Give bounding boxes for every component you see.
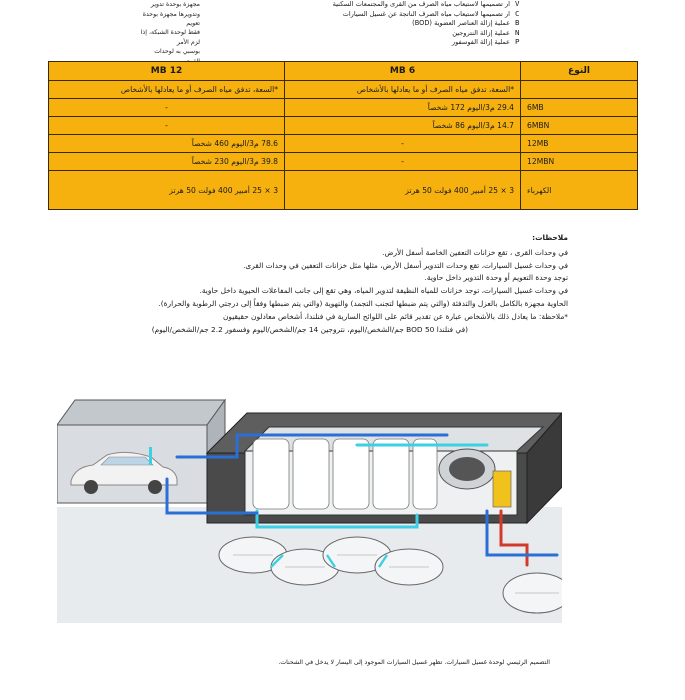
header-legend [0, 0, 685, 58]
table-row [49, 153, 638, 171]
legend-right-line: ار تصميمها لاستيعاب مياه الصرف الناتجة عن غسيل السيارات [342, 9, 510, 18]
legend-letter: B [515, 18, 520, 28]
table-row-power [49, 171, 638, 210]
legend-right-line: عملية إزالة النتروجين [452, 28, 510, 37]
legend-right [330, 0, 510, 48]
subhead-mb6: *السعة، تدفق مياه الصرف أو ما يعادلها بالأشخاص [285, 81, 521, 99]
legend-right-line: ار تصميمها لاستيعاب مياه الصرف من القرى والمجتمعات السكنية [332, 0, 510, 8]
legend-letters [515, 0, 525, 47]
notes-title: ملاحظات: [532, 233, 568, 242]
cell-mb6: 14.7 م3/اليوم 86 شخصاً [285, 117, 521, 135]
table-cell [521, 81, 638, 99]
cell-mb12: 39.8 م3/اليوم 230 شخصاً [49, 153, 285, 171]
header-type: النوع [521, 62, 638, 81]
figure-caption: التصميم الرئيسي لوحدة غسيل السيارات. تظهر غسيل السيارات الموجود إلى اليسار لا يدخل في الشحنات. [278, 659, 550, 666]
note-line: في وحدات غسيل السيارات، تقع وحدات التدوير أسفل الأرض، مثلها مثل خزانات التعفين في وحدات القرى. [243, 260, 568, 270]
row-label: 6MBN [521, 117, 638, 135]
notes-section [120, 232, 568, 336]
header-mb6: MB 6 [285, 62, 521, 81]
cell-mb6: 29.4 م3/اليوم 172 شخصاً [285, 99, 521, 117]
table-subheader-row [49, 81, 638, 99]
subhead-mb12: *السعة، تدفق مياه الصرف أو ما يعادلها بالأشخاص [49, 81, 285, 99]
control-cabinet [493, 471, 511, 507]
legend-left-line: بوسبي به لوحدات [154, 48, 200, 56]
cell-mb6: - [285, 153, 521, 171]
legend-left-line: فقط لوحدة الشبكة، إذا لزم الأمر [140, 29, 200, 46]
row-label: الكهرباء [521, 171, 638, 210]
legend-left-line: وتدويرها مجهزة بوحدة تعويم [142, 10, 200, 28]
row-label: 12MBN [521, 153, 638, 171]
table-row [49, 99, 638, 117]
bioreactor-tanks [253, 439, 437, 509]
cell-mb6: 3 × 25 أمبير 400 فولت 50 هرتز [285, 171, 521, 210]
cell-mb12: - [49, 99, 285, 117]
legend-right-line: عملية إزالة العناصر العضوية (BOD) [412, 19, 510, 28]
note-line: توجد وحدة التعويم أو وحدة التدوير داخل حاوية. [424, 273, 568, 283]
note-line: في وحدات القرى ، تقع خزانات التعفين الخاصة أسفل الأرض. [382, 247, 568, 257]
legend-right-line: عملية إزالة الفوسفور [451, 38, 510, 47]
cell-mb6: - [285, 135, 521, 153]
legend-letter: P [515, 37, 520, 47]
legend-letter: N [515, 27, 520, 37]
spec-table [48, 61, 638, 210]
legend-left-line: مجهزة بوحدة تدوير [150, 1, 200, 8]
car-wash-unit-diagram [57, 395, 562, 623]
row-label: 6MB [521, 99, 638, 117]
header-mb12: MB 12 [49, 62, 285, 81]
table-row [49, 135, 638, 153]
wash-nozzle [149, 447, 152, 465]
legend-letter: V [515, 0, 520, 8]
note-line: في وحدات غسيل السيارات، توجد خزانات للمياه النظيفة لتدوير المياه، وهي تقع إلى جانب المفاعلات الحيوية داخل حاوية. [199, 286, 568, 296]
row-label: 12MB [521, 135, 638, 153]
table-header-row [49, 62, 638, 81]
cell-mb12: 3 × 25 أمبير 400 فولت 50 هرتز [49, 171, 285, 210]
cell-mb12: 78.6 م3/اليوم 460 شخصاً [49, 135, 285, 153]
cell-mb12: - [49, 117, 285, 135]
legend-left-top [140, 0, 200, 29]
note-line: (في فنلندا BOD 50 جم/الشخص/اليوم، نتروجين 14 جم/الشخص/اليوم وفسفور 2.2 جم/الشخص/اليوم) [151, 324, 468, 334]
note-line: الحاوية مجهزة بالكامل بالعزل والتدفئة (والتي يتم ضبطها لتجنب التجمد) والتهوية (والتي يتم ضبطها وفقاً إلى درجتي الرطوبة والحرارة). [158, 298, 568, 308]
note-line: *ملاحظة: ما يعادل ذلك بالأشخاص عبارة عن تقدير قائم على اللوائح السارية في فنلندا، أشخاص معادلون حقيقيون [222, 311, 568, 321]
table-row [49, 117, 638, 135]
legend-letter: C [515, 8, 520, 18]
